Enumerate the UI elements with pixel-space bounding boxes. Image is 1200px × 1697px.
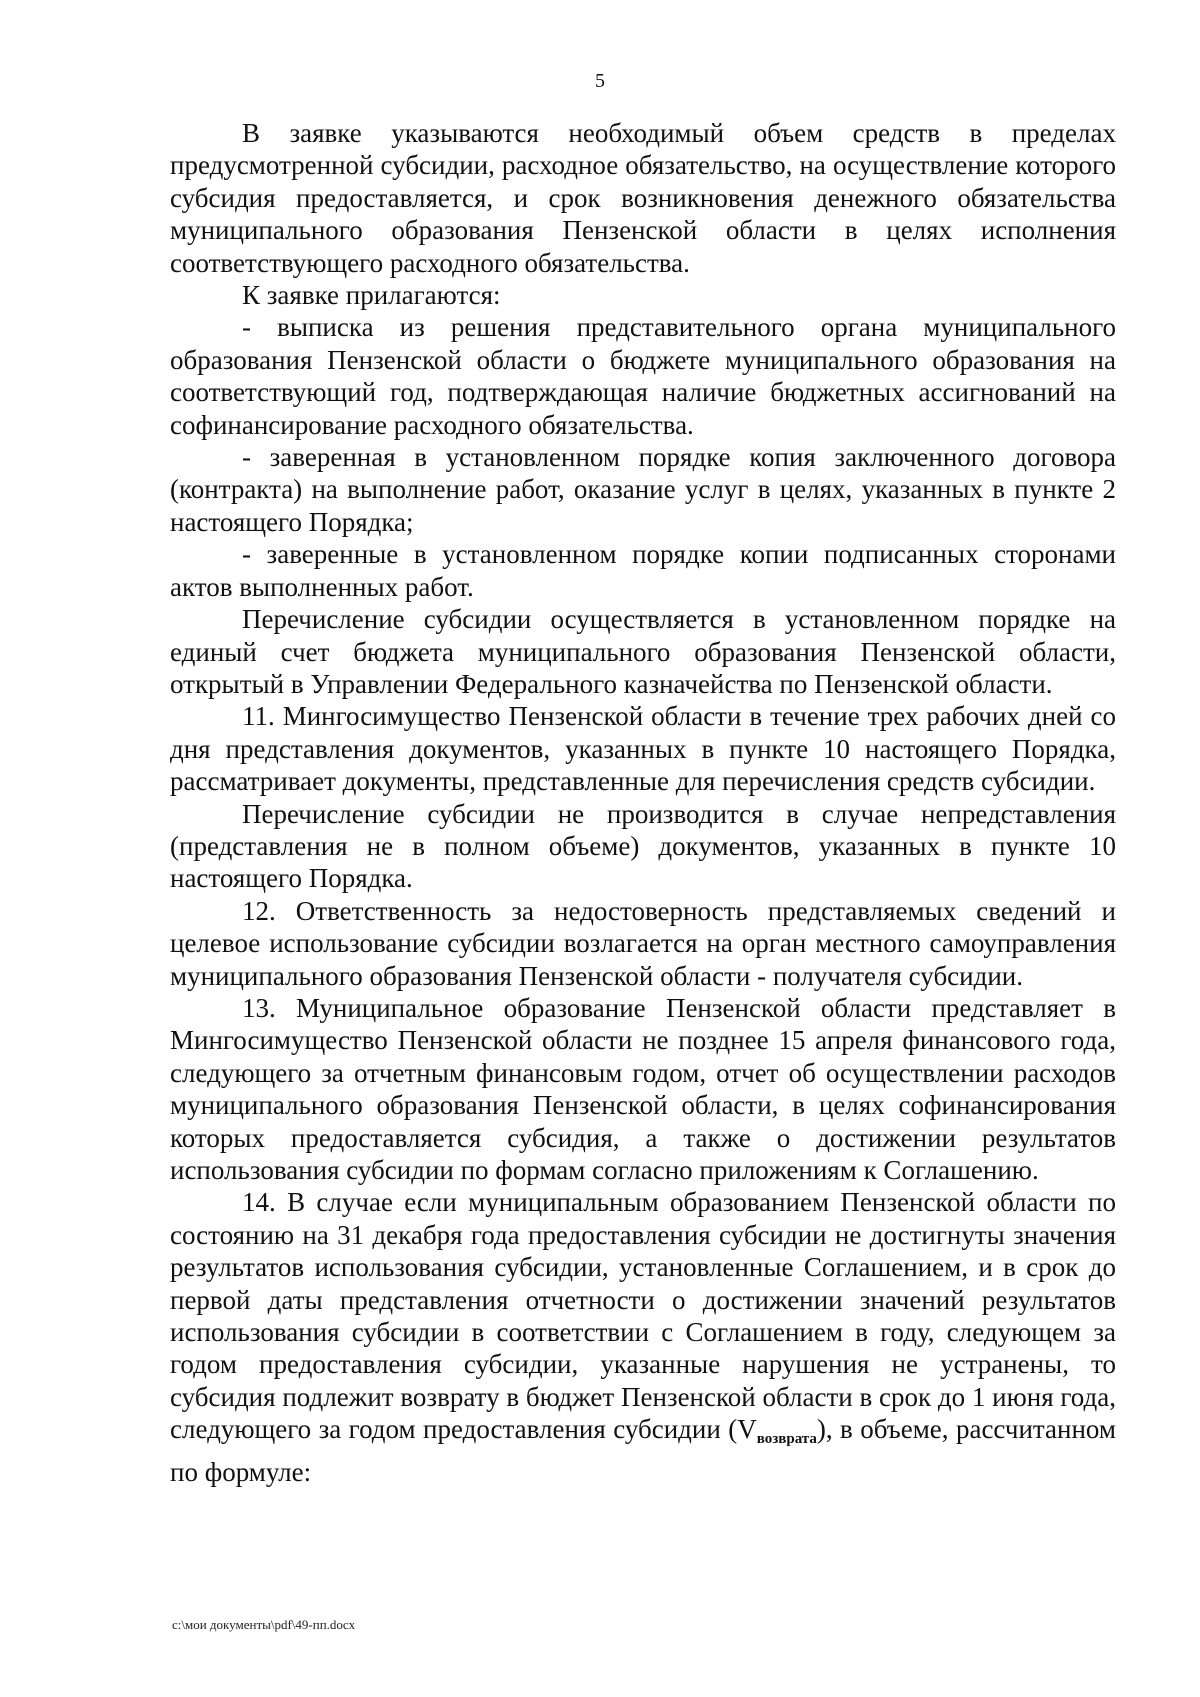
formula-subscript: возврата xyxy=(756,1431,817,1448)
formula-variable-open: (V xyxy=(720,1414,757,1445)
paragraph-item-14 xyxy=(170,1186,1116,1488)
paragraph-item-11: 11. Мингосимущество Пензенской области в течение трех рабочих дней со дня представления документов, указанных в пункте 10 настоящего Порядка, рассматривает документы, представленные для перечисления средств субсидии. xyxy=(170,701,1116,797)
document-body xyxy=(170,117,1116,1488)
list-item: - заверенная в установленном порядке копия заключенного договора (контракта) на выполнение работ, оказание услуг в целях, указанных в пункте 2 настоящего Порядка; xyxy=(170,442,1116,537)
list-item: - заверенные в установленном порядке копии подписанных сторонами актов выполненных работ. xyxy=(170,539,1116,602)
paragraph: В заявке указываются необходимый объем средств в пределах предусмотренной субсидии, расходное обязательство, на осуществление которого субсидия предоставляется, и срок возникновения денежного обязательства муниципального образования Пензенской области в целях исполнения соответствующего расходного обязательства. xyxy=(170,118,1116,278)
list-item: - выписка из решения представительного органа муниципального образования Пензенской области о бюджете муниципального образования на соответствующий год, подтверждающая наличие бюджетных ассигнований на софинансирование расходного обязательства. xyxy=(170,312,1116,440)
paragraph-item-12: 12. Ответственность за недостоверность представляемых сведений и целевое использование субсидии возлагается на орган местного самоуправления муниципального образования Пензенской области - получателя субсидии. xyxy=(170,895,1116,991)
paragraph: К заявке прилагаются: xyxy=(242,280,501,311)
footer-file-path: c:\мои документы\pdf\49-пп.docx xyxy=(172,1617,356,1632)
paragraph: Перечисление субсидии не производится в случае непредставления (представления не в полном объеме) документов, указанных в пункте 10 настоящего Порядка. xyxy=(170,798,1116,894)
paragraph-item-13: 13. Муниципальное образование Пензенской области представляет в Мингосимущество Пензенской области не позднее 15 апреля финансового года, следующего за отчетным финансовым годом, отчет об осуществлении расходов муниципального образования Пензенской области, в целях софинансирования которых предоставляется субсидия, а также о достижении результатов использования субсидии по формам согласно приложениям к Соглашению. xyxy=(170,992,1116,1185)
formula-tail-text: ), в объеме, рассчитанном по формуле: xyxy=(170,1414,1116,1487)
paragraph-item-14-text: 14. В случае если муниципальным образованием Пензенской области по состоянию на 31 декабря года предоставления субсидии не достигнуты значения результатов использования субсидии, установленные Соглашением, и в срок до первой даты представления отчетности о достижении значений результатов использования субсидии в соответствии с Соглашением в году, следующем за годом предоставления субсидии, указанные нарушения не устранены, то субсидия подлежит возврату в бюджет Пензенской области в срок до 1 июня года, следующего за годом предоставления субсидии xyxy=(170,1187,1116,1445)
page-number: 5 xyxy=(595,70,605,92)
paragraph: Перечисление субсидии осуществляется в установленном порядке на единый счет бюджета муниципального образования Пензенской области, открытый в Управлении Федерального казначейства по Пензенской области. xyxy=(170,604,1116,699)
